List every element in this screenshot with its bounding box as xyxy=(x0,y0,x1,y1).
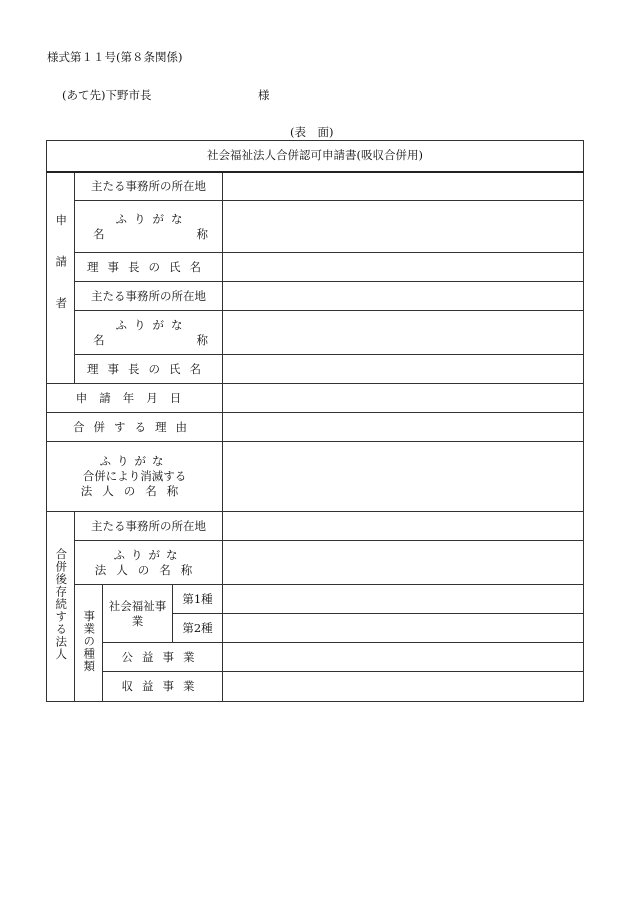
form-title: 社会福祉法人合併認可申請書(吸収合併用) xyxy=(47,141,584,172)
applicant-director-label: 理事長の氏名 xyxy=(75,253,223,282)
class2-label: 第2種 xyxy=(173,614,223,643)
applicant-office-location-field[interactable] xyxy=(223,172,584,201)
profit-business-label: 収益事業 xyxy=(103,672,223,702)
applicant-name-label xyxy=(75,201,223,253)
public-interest-business-field[interactable] xyxy=(223,643,584,672)
dissolved-corporation-label xyxy=(47,442,223,512)
applicant-furigana-label: ふりがな xyxy=(115,211,190,226)
side-label: (表 面) xyxy=(290,125,334,139)
class1-field[interactable] xyxy=(223,585,584,614)
applicant-name-field[interactable] xyxy=(223,201,584,253)
applicant2-name-label xyxy=(75,311,223,355)
applicant-name-left: 名 xyxy=(93,226,105,241)
addressee-honorific: 様 xyxy=(258,88,270,102)
applicant-name-right: 称 xyxy=(196,226,208,241)
form-number: 様式第１１号(第８条関係) xyxy=(47,50,183,64)
applicant2-director-field[interactable] xyxy=(223,355,584,384)
merger-reason-field[interactable] xyxy=(223,413,584,442)
applicant-label-cell xyxy=(47,172,75,384)
class1-label: 第1種 xyxy=(173,585,223,614)
surviving-furigana-label: ふりがな xyxy=(113,547,184,562)
business-type-label-cell xyxy=(75,585,103,702)
application-date-label: 申請年月日 xyxy=(47,384,223,413)
applicant2-office-location-label: 主たる事務所の所在地 xyxy=(75,282,223,311)
surviving-name-text: 法人の名称 xyxy=(94,562,203,577)
social-welfare-business-label: 社会福祉事業 xyxy=(103,585,173,643)
profit-business-field[interactable] xyxy=(223,672,584,702)
surviving-office-location-field[interactable] xyxy=(223,512,584,541)
surviving-office-location-label: 主たる事務所の所在地 xyxy=(75,512,223,541)
surviving-name-label xyxy=(75,541,223,585)
applicant2-director-label: 理事長の氏名 xyxy=(75,355,223,384)
surviving-name-field[interactable] xyxy=(223,541,584,585)
application-form-table xyxy=(46,140,584,702)
applicant-office-location-label: 主たる事務所の所在地 xyxy=(75,172,223,201)
surviving-label: 合併後存続する法人 xyxy=(54,548,69,661)
applicant2-office-location-field[interactable] xyxy=(223,282,584,311)
applicant2-name-left: 名 xyxy=(93,332,105,347)
public-interest-business-label: 公益事業 xyxy=(103,643,223,672)
applicant-label: 申請者 xyxy=(54,213,69,339)
applicant2-name-field[interactable] xyxy=(223,311,584,355)
applicant2-name-right: 称 xyxy=(196,332,208,347)
merger-reason-label: 合併する理由 xyxy=(47,413,223,442)
business-type-label: 事業の種類 xyxy=(82,609,97,673)
dissolved-corporation-field[interactable] xyxy=(223,442,584,512)
class2-field[interactable] xyxy=(223,614,584,643)
dissolved-line-label: 合併により消滅する xyxy=(82,469,187,484)
dissolved-furigana-label: ふりがな xyxy=(99,454,170,469)
application-date-field[interactable] xyxy=(223,384,584,413)
applicant-director-field[interactable] xyxy=(223,253,584,282)
addressee: (あて先)下野市長 xyxy=(62,88,152,102)
dissolved-name-label: 法人の名称 xyxy=(80,483,189,498)
surviving-label-cell xyxy=(47,512,75,702)
applicant2-furigana-label: ふりがな xyxy=(115,317,190,332)
